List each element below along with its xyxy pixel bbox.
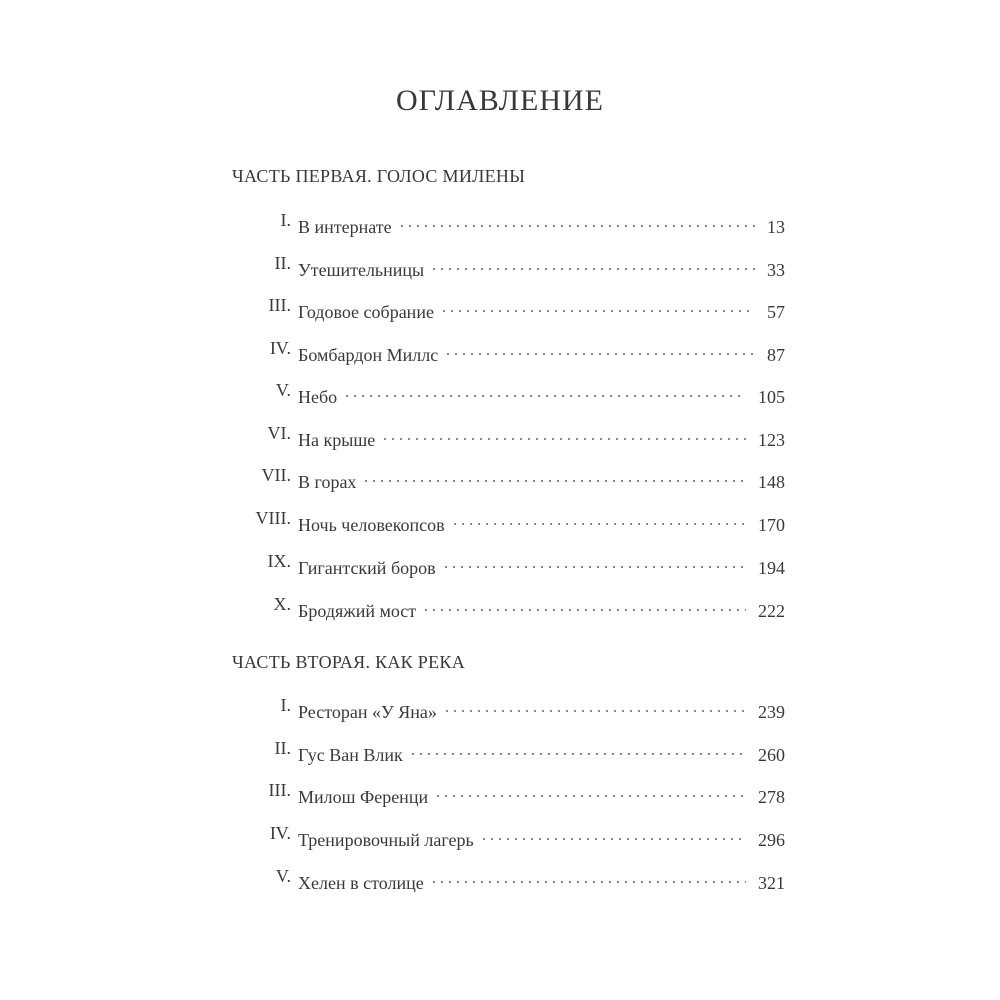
- chapter-name: Ночь человекопсов: [298, 515, 445, 535]
- chapter-name: Хелен в столице: [298, 873, 424, 893]
- chapter-name: Утешительницы: [298, 260, 425, 280]
- toc-title: ОГЛАВЛЕНИЕ: [396, 84, 604, 117]
- toc-entry[interactable]: [0, 777, 1000, 807]
- chapter-number: II.: [274, 253, 291, 273]
- toc-entry[interactable]: [0, 207, 1000, 237]
- page-number: 33: [767, 260, 785, 280]
- page-number: 87: [767, 345, 785, 365]
- page-number: 57: [767, 302, 785, 322]
- chapter-name: Годовое собрание: [298, 302, 434, 322]
- toc-entry[interactable]: [0, 591, 1000, 621]
- toc-entry[interactable]: [0, 692, 1000, 722]
- page-number: 13: [767, 217, 785, 237]
- dot-leader: [341, 377, 752, 403]
- page-number: 239: [758, 702, 785, 722]
- chapter-number: VII.: [261, 465, 291, 485]
- page-number: 278: [758, 787, 785, 807]
- chapter-number: V.: [275, 866, 291, 886]
- chapter-number: IX.: [267, 551, 291, 571]
- page-number: 148: [758, 472, 785, 492]
- chapter-name: В интернате: [298, 217, 392, 237]
- chapter-number: I.: [280, 210, 291, 230]
- dot-leader: [428, 863, 752, 889]
- page-number: 170: [758, 515, 785, 535]
- page-number: 105: [758, 387, 785, 407]
- page-number: 260: [758, 745, 785, 765]
- toc-entry[interactable]: [0, 820, 1000, 850]
- dot-leader: [438, 292, 761, 318]
- chapter-number: III.: [268, 780, 291, 800]
- dot-leader: [428, 250, 761, 276]
- page-number: 123: [758, 430, 785, 450]
- toc-entry[interactable]: [0, 292, 1000, 322]
- chapter-name: Тренировочный лагерь: [298, 830, 474, 850]
- part-1-title: ЧАСТЬ ПЕРВАЯ. ГОЛОС МИЛЕНЫ: [232, 166, 526, 186]
- toc-entry[interactable]: [0, 335, 1000, 365]
- chapter-number: III.: [268, 295, 291, 315]
- dot-leader: [407, 735, 752, 761]
- dot-leader: [478, 820, 752, 846]
- dot-leader: [379, 420, 752, 446]
- chapter-number: X.: [273, 594, 291, 614]
- page-number: 321: [758, 873, 785, 893]
- chapter-name: Небо: [298, 387, 338, 407]
- dot-leader: [440, 548, 752, 574]
- chapter-name: Ресторан «У Яна»: [298, 702, 437, 722]
- page-number: 296: [758, 830, 785, 850]
- toc-entry[interactable]: [0, 735, 1000, 765]
- chapter-number: II.: [274, 738, 291, 758]
- page-number: 222: [758, 601, 785, 621]
- chapter-name: В горах: [298, 472, 357, 492]
- dot-leader: [396, 207, 761, 233]
- dot-leader: [360, 462, 752, 488]
- page-number: 194: [758, 558, 785, 578]
- dot-leader: [449, 505, 752, 531]
- chapter-number: IV.: [269, 338, 291, 358]
- chapter-number: I.: [280, 695, 291, 715]
- chapter-number: IV.: [269, 823, 291, 843]
- part-2-title: ЧАСТЬ ВТОРАЯ. КАК РЕКА: [232, 652, 465, 672]
- chapter-name: Гигантский боров: [298, 558, 436, 578]
- chapter-name: Милош Ференци: [298, 787, 429, 807]
- toc-entry[interactable]: [0, 505, 1000, 535]
- chapter-name: На крыше: [298, 430, 376, 450]
- dot-leader: [441, 692, 752, 718]
- dot-leader: [432, 777, 752, 803]
- toc-entry[interactable]: [0, 420, 1000, 450]
- toc-entry[interactable]: [0, 548, 1000, 578]
- chapter-name: Бомбардон Миллс: [298, 345, 439, 365]
- toc-entry[interactable]: [0, 377, 1000, 407]
- chapter-number: VI.: [267, 423, 291, 443]
- dot-leader: [442, 335, 761, 361]
- toc-entry[interactable]: [0, 462, 1000, 492]
- dot-leader: [420, 591, 752, 617]
- chapter-name: Гус Ван Влик: [298, 745, 403, 765]
- toc-entry[interactable]: [0, 250, 1000, 280]
- chapter-number: V.: [275, 380, 291, 400]
- chapter-name: Бродяжий мост: [298, 601, 417, 621]
- chapter-number: VIII.: [255, 508, 291, 528]
- toc-entry[interactable]: [0, 863, 1000, 893]
